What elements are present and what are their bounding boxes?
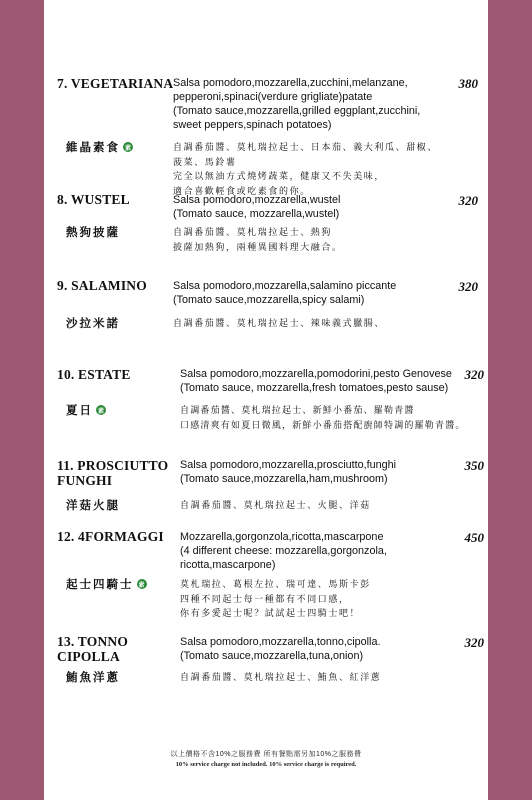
item-price: 380 — [458, 76, 478, 91]
item-chinese-name: 洋菇火腿 — [66, 500, 120, 512]
item-name: 12. 4FORMAGGI — [57, 529, 164, 544]
item-price: 320 — [458, 279, 478, 294]
item-name: 11. PROSCIUTTO FUNGHI — [57, 458, 169, 488]
item-name: 8. WUSTEL — [57, 192, 130, 207]
item-price: 320 — [464, 367, 484, 382]
item-chinese-name: 維晶素食 素 — [66, 142, 131, 154]
vegetarian-badge-icon: 素 — [123, 142, 133, 152]
item-chinese-description: 自調番茄醬、莫札瑞拉起士、辣味義式臘腸、 — [173, 318, 386, 328]
item-chinese-description: 自調番茄醬、莫札瑞拉起士、鮪魚、紅洋蔥 — [180, 672, 382, 682]
item-chinese-description: 自調番茄醬、莫札瑞拉起士、火腿、洋菇 — [180, 500, 371, 510]
right-decorative-border — [488, 0, 532, 800]
item-description: Salsa pomodoro,mozzarella,pomodorini,pesto Genovese (Tomato sauce, mozzarella,fresh tomatoes,pesto sause) — [180, 368, 452, 394]
item-name: 7. VEGETARIANA — [57, 76, 174, 91]
item-name: 10. ESTATE — [57, 367, 131, 382]
menu-page — [44, 0, 488, 800]
item-price: 320 — [458, 193, 478, 208]
footer-note-english: 10% service charge not included. 10% service charge is required. — [175, 761, 357, 768]
item-description: Salsa pomodoro,mozzarella,prosciutto,funghi (Tomato sauce,mozzarella,ham,mushroom) — [180, 459, 397, 485]
item-price: 450 — [464, 530, 484, 545]
item-description: Salsa pomodoro,mozzarella,salamino piccante (Tomato sauce,mozzarella,spicy salami) — [173, 280, 397, 306]
item-chinese-description: 自調番茄醬、莫札瑞拉起士、日本茄、義大利瓜、甜椒、 菠菜、馬鈴薯 完全以無油方式燒烤蔬菜，健康又不失美味， 適合喜歡輕食或吃素食的你。 — [173, 142, 439, 196]
item-name: 13. TONNO CIPOLLA — [57, 634, 129, 664]
item-chinese-description: 自調番茄醬、莫札瑞拉起士、熱狗 披薩加熱狗，兩種異國料理大融合。 — [173, 227, 343, 252]
item-description: Mozzarella,gorgonzola,ricotta,mascarpone (4 different cheese: mozzarella,gorgonzola, ricotta,mascarpone) — [180, 531, 387, 571]
item-chinese-name: 起士四騎士 素 — [66, 579, 145, 591]
item-chinese-description: 自調番茄醬、莫札瑞拉起士、新鮮小番茄、羅勒青醬 口感清爽有如夏日微風，新鮮小番茄搭配廚師特調的羅勒青醬。 — [180, 405, 466, 430]
item-price: 350 — [464, 458, 484, 473]
item-chinese-name: 夏日 素 — [66, 405, 104, 417]
item-name: 9. SALAMINO — [57, 278, 147, 293]
footer-note — [44, 750, 488, 770]
item-description: Salsa pomodoro,mozzarella,zucchini,melanzane, pepperoni,spinaci(verdure grigliate)patate (Tomato sauce,mozzarella,grilled eggplant,zucchini, sweet peppers,spinach potatoes) — [173, 77, 421, 131]
item-chinese-name: 熱狗披薩 — [66, 227, 120, 239]
item-chinese-name: 鮪魚洋蔥 — [66, 672, 120, 684]
item-description: Salsa pomodoro,mozzarella,wustel (Tomato sauce, mozzarella,wustel) — [173, 194, 341, 220]
item-chinese-name: 沙拉米諾 — [66, 318, 120, 330]
item-price: 320 — [464, 635, 484, 650]
vegetarian-badge-icon: 素 — [96, 405, 106, 415]
vegetarian-badge-icon: 素 — [137, 579, 147, 589]
footer-note-chinese: 以上價格不含10%之服務費 所有餐點需另加10%之服務費 — [170, 751, 362, 758]
item-chinese-description: 莫札瑞拉、葛根左拉、瑞可達、馬斯卡彭 四種不同起士每一種都有不同口感， 你有多愛起士呢？試試起士四騎士吧！ — [180, 579, 371, 618]
left-decorative-border — [0, 0, 44, 800]
item-description: Salsa pomodoro,mozzarella,tonno,cipolla. (Tomato sauce,mozzarella,tuna,onion) — [180, 636, 381, 662]
